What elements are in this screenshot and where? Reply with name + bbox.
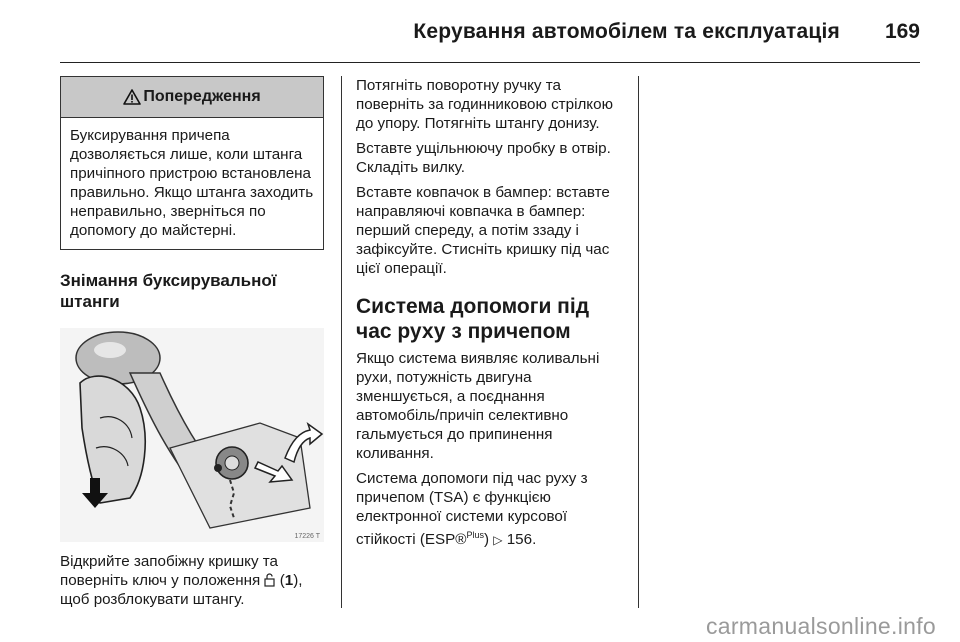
section-heading-tsa: Система допомоги під час руху з причепом xyxy=(356,295,590,343)
caption-paren-open: ( xyxy=(275,572,285,589)
warning-text: Буксирування причепа дозволяється лише, коли штанга причіпного пристрою встановлена правильно. Якщо штанга заходить неправильно, зверніться по допомогу до майстерні. xyxy=(70,127,314,239)
paragraph-sealing-plug: Вставте ущільнюючу пробку в отвір. Складіть вилку. xyxy=(356,140,611,176)
unlocked-padlock-icon xyxy=(264,573,275,587)
figure-code: 17226 T xyxy=(294,533,320,540)
page-reference-icon: ▷ xyxy=(493,533,503,548)
removal-heading: Знімання буксирувальної штанги xyxy=(60,271,277,311)
paragraph-tsa-esp xyxy=(356,469,630,550)
warning-title: Попередження xyxy=(143,88,261,105)
left-column xyxy=(60,76,324,615)
warning-header xyxy=(61,77,323,118)
column-divider xyxy=(638,76,639,608)
position-number: 1 xyxy=(284,572,294,589)
caption-text: Відкрийте запобіжну кришку та поверніть ключ у положення xyxy=(60,553,279,589)
paragraph-bumper-cap: Вставте ковпачок в бампер: вставте направляючі ковпачка в бампер: перший спереду, а потім ззаду і зафіксуйте. Стисніть кришку під час цієї операції. xyxy=(356,184,610,277)
towbar-illustration xyxy=(60,328,324,542)
column-divider xyxy=(341,76,342,608)
middle-column xyxy=(356,76,630,556)
tsa-text-close: ) xyxy=(483,531,490,549)
tsa-text: Система допомоги під час руху з причепом (TSA) є функцією електронної системи курсової стійкості (ESP® xyxy=(356,470,588,549)
warning-box xyxy=(60,76,324,250)
towbar-removal-image xyxy=(60,328,324,542)
page-reference[interactable]: 156. xyxy=(506,531,537,549)
page-number: 169 xyxy=(884,20,920,43)
watermark: carmanualsonline.info xyxy=(705,613,936,639)
warning-triangle-icon xyxy=(123,89,141,105)
paragraph-tsa-function: Якщо система виявляє коливальні рухи, потужність двигуна зменшується, а поєднання автомобіль/причіп селективно гальмується до припинення коливання. xyxy=(356,350,600,462)
page-header xyxy=(60,14,920,63)
running-title: Керування автомобілем та експлуатація xyxy=(413,20,840,43)
caption-text-end: щоб розблокувати штангу. xyxy=(60,591,245,608)
esp-plus-superscript: Plus xyxy=(466,530,484,540)
figure-caption xyxy=(60,552,324,609)
caption-paren-close: ), xyxy=(293,572,303,589)
paragraph-pull-handle: Потягніть поворотну ручку та поверніть за годинниковою стрілкою до упору. Потягніть штангу донизу. xyxy=(356,77,613,132)
